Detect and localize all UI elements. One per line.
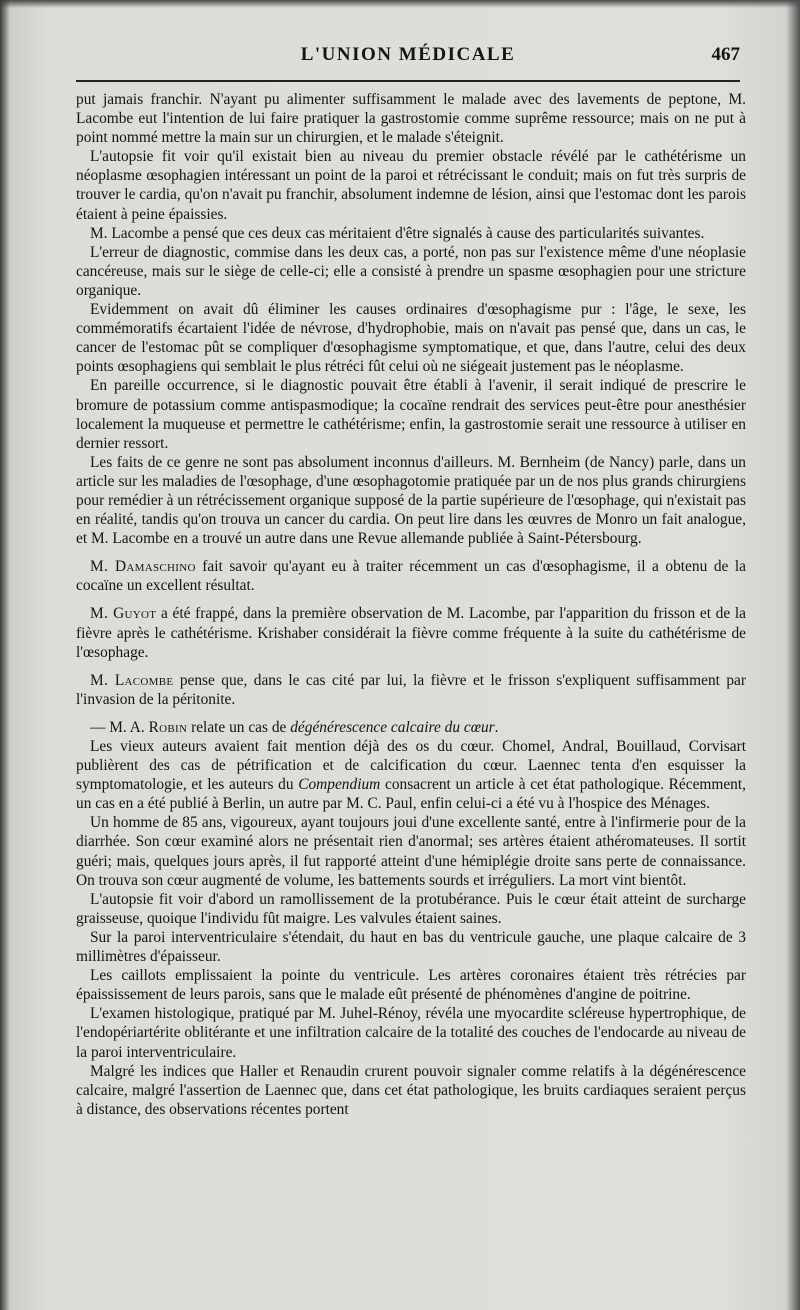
paragraph: L'autopsie fit voir d'abord un ramollissement de la protubérance. Puis le cœur était atteint de surcharge graisseuse, quoique l'individu fût maigre. Les valvules étaient saines. — [76, 890, 746, 927]
section-topic: dégénérescence calcaire du cœur — [290, 718, 495, 736]
paragraph-guyot: M. Guyot a été frappé, dans la première observation de M. Lacombe, par l'apparition du frisson et de la fièvre après le cathétérisme. Krishaber considérait la fièvre comme fréquente à la suite du cathétérisme de l'œsophage. — [76, 605, 746, 661]
paragraph: En pareille occurrence, si le diagnostic pouvait être établi à l'avenir, il serait indiqué de prescrire le bromure de potassium comme antispasmodique; la cocaïne rendrait des services peut-être pour anesthésier localement la muqueuse et permettre le cathétérisme; enfin, la gastrostomie serait une ressource à utiliser en dernier ressort. — [76, 377, 746, 452]
paragraph: L'autopsie fit voir qu'il existait bien au niveau du premier obstacle révélé par le cathétérisme un néoplasme œsophagien intéressant un point de la paroi et rétrécissant le conduit; mais on fut très surpris de trouver le cardia, qu'on n'avait pu franchir, absolument indemne de lésion, ainsi que l'estomac dont les parois étaient à peine épaissies. — [76, 148, 746, 223]
scan-shadow-top — [0, 0, 800, 8]
paragraph: Evidemment on avait dû éliminer les causes ordinaires d'œsophagisme pur : l'âge, le sexe, les commémoratifs écartaient l'idée de névrose, d'hydrophobie, mais on n'avait pas pensé que, dans un cas, le cancer de l'estomac pût se compliquer d'œsophagisme symptomatique, et que, dans l'autre, celui des deux points œsophagiens qui semblait le plus rétréci fût celui où ne siégeait justement pas le néoplasme. — [76, 301, 746, 376]
speaker-name: Robin — [148, 718, 188, 736]
running-header — [76, 44, 740, 74]
paragraph-damaschino: M. Damaschino fait savoir qu'ayant eu à traiter récemment un cas d'œsophagisme, il a obtenu de la cocaïne un excellent résultat. — [76, 558, 747, 595]
running-title: L'UNION MÉDICALE — [300, 44, 516, 65]
paragraph: Les faits de ce genre ne sont pas absolument inconnus d'ailleurs. M. Bernheim (de Nancy) parle, dans un article sur les maladies de l'œsophage, d'une œsophagotomie pratiquée par un de nos plus grands chirurgiens pour remédier à un rétrécissement organique supposé de la partie supérieure de l'œsophage, qui n'existait pas en réalité, tandis qu'on trouva un cancer du cardia. On peut lire dans les œuvres de Monro un fait analogue, et M. Lacombe en a trouvé un autre dans une Revue allemande publiée à Saint-Pétersbourg. — [76, 453, 746, 548]
paragraph: L'erreur de diagnostic, commise dans les deux cas, a porté, non pas sur l'existence même d'une néoplasie cancéreuse, mais sur le siège de celle-ci; elle a consisté à prendre un spasme œsophagien pour une stricture organique. — [76, 243, 746, 299]
article-body — [76, 90, 746, 1119]
paragraph: Malgré les indices que Haller et Renaudin crurent pouvoir signaler comme relatifs à la dégénérescence calcaire, malgré l'assertion de Laennec que, dans cet état pathologique, les bruits cardiaques seraient perçus à distance, des observations récentes portent — [76, 1062, 746, 1118]
header-rule — [76, 80, 740, 82]
paragraph: Les vieux auteurs avaient fait mention déjà des os du cœur. Chomel, Andral, Bouillaud, Corvisart publièrent des cas de pétrification et de calcification du cœur. Laennec tenta d'en esquisser la symptomatologie, et les auteurs du Compendium consacrent un article à cet état pathologique. Récemment, un cas en a été publié à Berlin, un autre par M. C. Paul, enfin celui-ci a été vu à l'hospice des Ménages. — [76, 738, 746, 813]
scan-shadow-right — [786, 0, 800, 1310]
paragraph: M. Lacombe a pensé que ces deux cas méritaient d'être signalés à cause des particularités suivantes. — [90, 224, 705, 242]
page-number: 467 — [711, 44, 740, 65]
paragraph: put jamais franchir. N'ayant pu alimenter suffisamment le malade avec des lavements de peptone, M. Lacombe eut l'intention de lui faire pratiquer la gastrostomie comme suprême ressource; mais on ne put à point nommé mettre la main sur un chirurgien, et le malade s'éteignit. — [76, 91, 746, 147]
speaker-name: M. Guyot — [90, 605, 157, 623]
paragraph: Un homme de 85 ans, vigoureux, ayant toujours joui d'une excellente santé, entre à l'infirmerie pour de la diarrhée. Son cœur examiné alors ne présentait rien d'anormal; ses artères étaient athéromateuses. Il sortit guéri; mais, quelques jours après, il fut rapporté atteint d'une hémiplégie droite sans perte de connaissance. On trouva son cœur augmenté de volume, les battements sourds et irréguliers. La mort vint bientôt. — [76, 814, 746, 889]
cited-work: Compendium — [298, 776, 381, 794]
scan-shadow-left — [0, 0, 10, 1310]
paragraph: L'examen histologique, pratiqué par M. Juhel-Rénoy, révéla une myocardite scléreuse hypertrophique, de l'endopériartérite oblitérante et une infiltration calcaire de la totalité des couches de l'endocarde au niveau de la paroi interventriculaire. — [76, 1005, 746, 1061]
paragraph: Les caillots emplissaient la pointe du ventricule. Les artères coronaires étaient très rétrécies par épaississement de leurs parois, sans que le malade eût présenté de phénomènes d'angine de poitrine. — [76, 967, 746, 1004]
speaker-name: M. Lacombe — [90, 671, 174, 689]
paragraph-robin: — M. A. Robin relate un cas de dégénérescence calcaire du cœur. — [90, 718, 499, 736]
speaker-name: M. Damaschino — [90, 558, 196, 576]
paragraph-lacombe: M. Lacombe pense que, dans le cas cité par lui, la fièvre et le frisson s'expliquent suffisamment par l'invasion de la péritonite. — [76, 671, 746, 708]
paragraph: Sur la paroi interventriculaire s'étendait, du haut en bas du ventricule gauche, une plaque calcaire de 3 millimètres d'épaisseur. — [76, 928, 746, 966]
